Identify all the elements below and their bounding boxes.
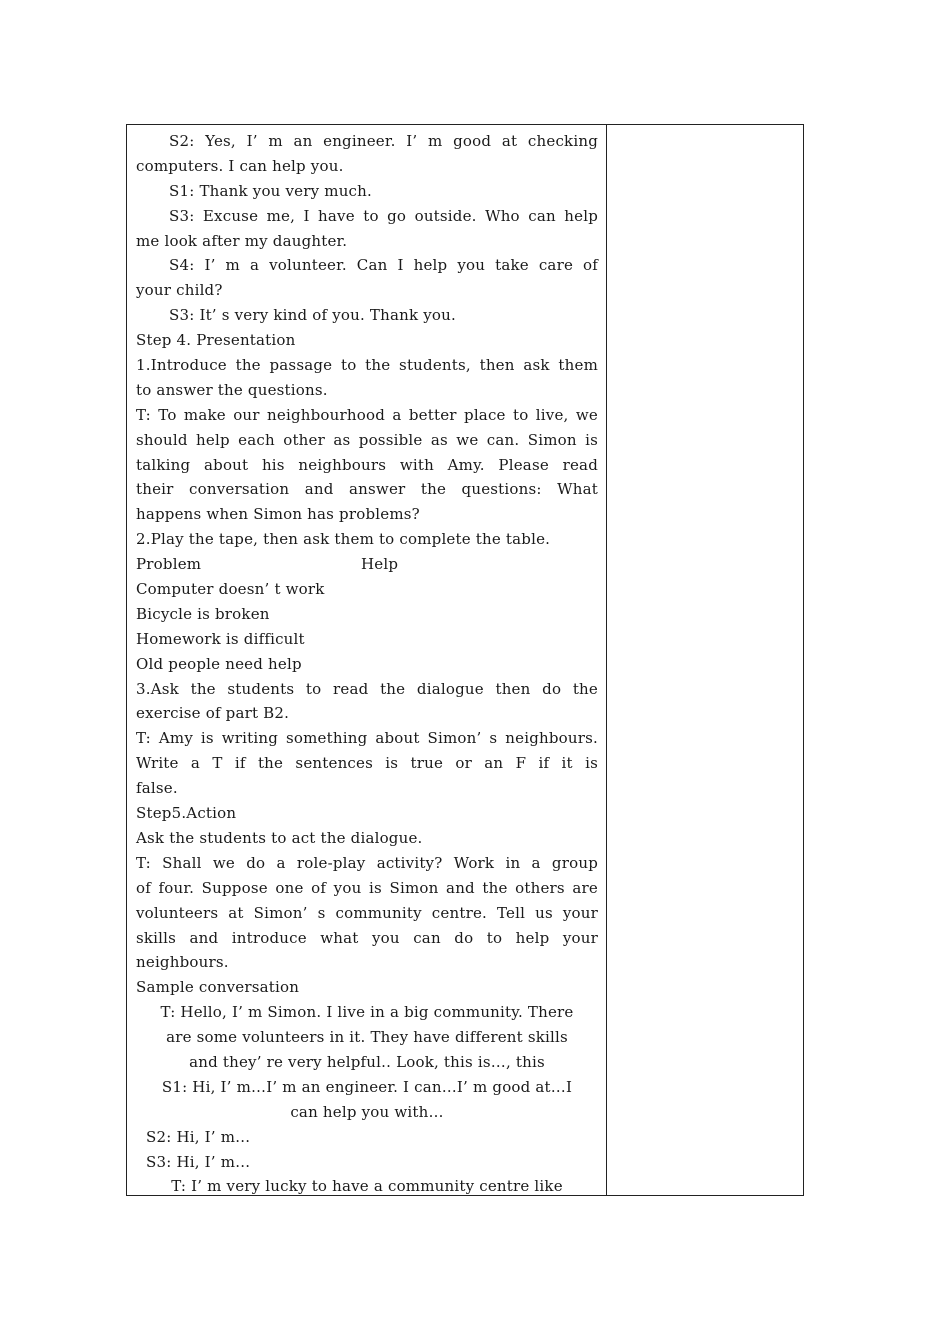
text-line: and they’ re very helpful.. Look, this is…, this (189, 1052, 545, 1071)
text-line: S4: I’ m a volunteer. Can I help you take care of (169, 256, 598, 275)
text-line: neighbours. (136, 953, 229, 972)
text-line: 3.Ask the students to read the dialogue then do the (136, 679, 598, 698)
text-line: S2: Hi, I’ m… (146, 1127, 251, 1146)
text-line: S1: Hi, I’ m…I’ m an engineer. I can…I’ m good at…I (161, 1077, 573, 1096)
text-line: talking about his neighbours with Amy. Please read (136, 455, 598, 474)
table-header-problem: Problem (136, 555, 202, 574)
lesson-table (126, 124, 804, 1196)
text-line: Write a T if the sentences is true or an F if it is (136, 754, 598, 773)
text-line: T: Shall we do a role-play activity? Work in a group (136, 853, 598, 872)
text-line: Computer doesn’ t work (136, 580, 325, 599)
text-line: to answer the questions. (136, 380, 328, 399)
text-line: happens when Simon has problems? (136, 505, 420, 524)
text-line: Old people need help (136, 654, 302, 673)
text-line: Ask the students to act the dialogue. (136, 828, 423, 847)
text-line: Step5.Action (136, 804, 237, 823)
text-line: of four. Suppose one of you is Simon and the others are (136, 878, 598, 897)
text-line: false. (136, 779, 178, 798)
text-line: exercise of part B2. (136, 704, 290, 723)
lesson-content-cell (136, 129, 598, 1199)
text-line: 1.Introduce the passage to the students, then ask them (136, 356, 598, 375)
text-line: S3: Excuse me, I have to go outside. Who can help (169, 206, 598, 225)
text-line: Bicycle is broken (136, 604, 270, 623)
text-line: Homework is difficult (136, 629, 305, 648)
text-line: their conversation and answer the questions: What (136, 480, 598, 499)
text-line: computers. I can help you. (136, 156, 344, 175)
text-line: me look after my daughter. (136, 231, 348, 250)
text-line: Step 4. Presentation (136, 331, 296, 350)
text-line: Sample conversation (136, 978, 300, 997)
text-line: should help each other as possible as we can. Simon is (136, 430, 598, 449)
text-line: S2: Yes, I’ m an engineer. I’ m good at checking (169, 132, 598, 150)
text-line: T: Amy is writing something about Simon’ s neighbours. (136, 729, 598, 748)
text-line: T: Hello, I’ m Simon. I live in a big community. There (160, 1003, 574, 1022)
text-line: S3: It’ s very kind of you. Thank you. (169, 306, 456, 325)
text-line: volunteers at Simon’ s community centre. Tell us your (136, 903, 598, 922)
text-line: 2.Play the tape, then ask them to complete the table. (136, 530, 551, 549)
text-line: T: I’ m very lucky to have a community centre like (171, 1177, 563, 1196)
text-line: are some volunteers in it. They have different skills (166, 1028, 568, 1047)
text-line: S3: Hi, I’ m… (146, 1152, 251, 1171)
text-line: your child? (136, 281, 223, 300)
text-line: T: To make our neighbourhood a better place to live, we (136, 405, 598, 424)
text-line (136, 552, 598, 577)
table-header-help: Help (361, 555, 399, 574)
text-line: S1: Thank you very much. (169, 181, 372, 200)
text-line: skills and introduce what you can do to help your (136, 928, 598, 947)
column-divider (606, 125, 607, 1195)
text-line: can help you with… (290, 1102, 444, 1121)
